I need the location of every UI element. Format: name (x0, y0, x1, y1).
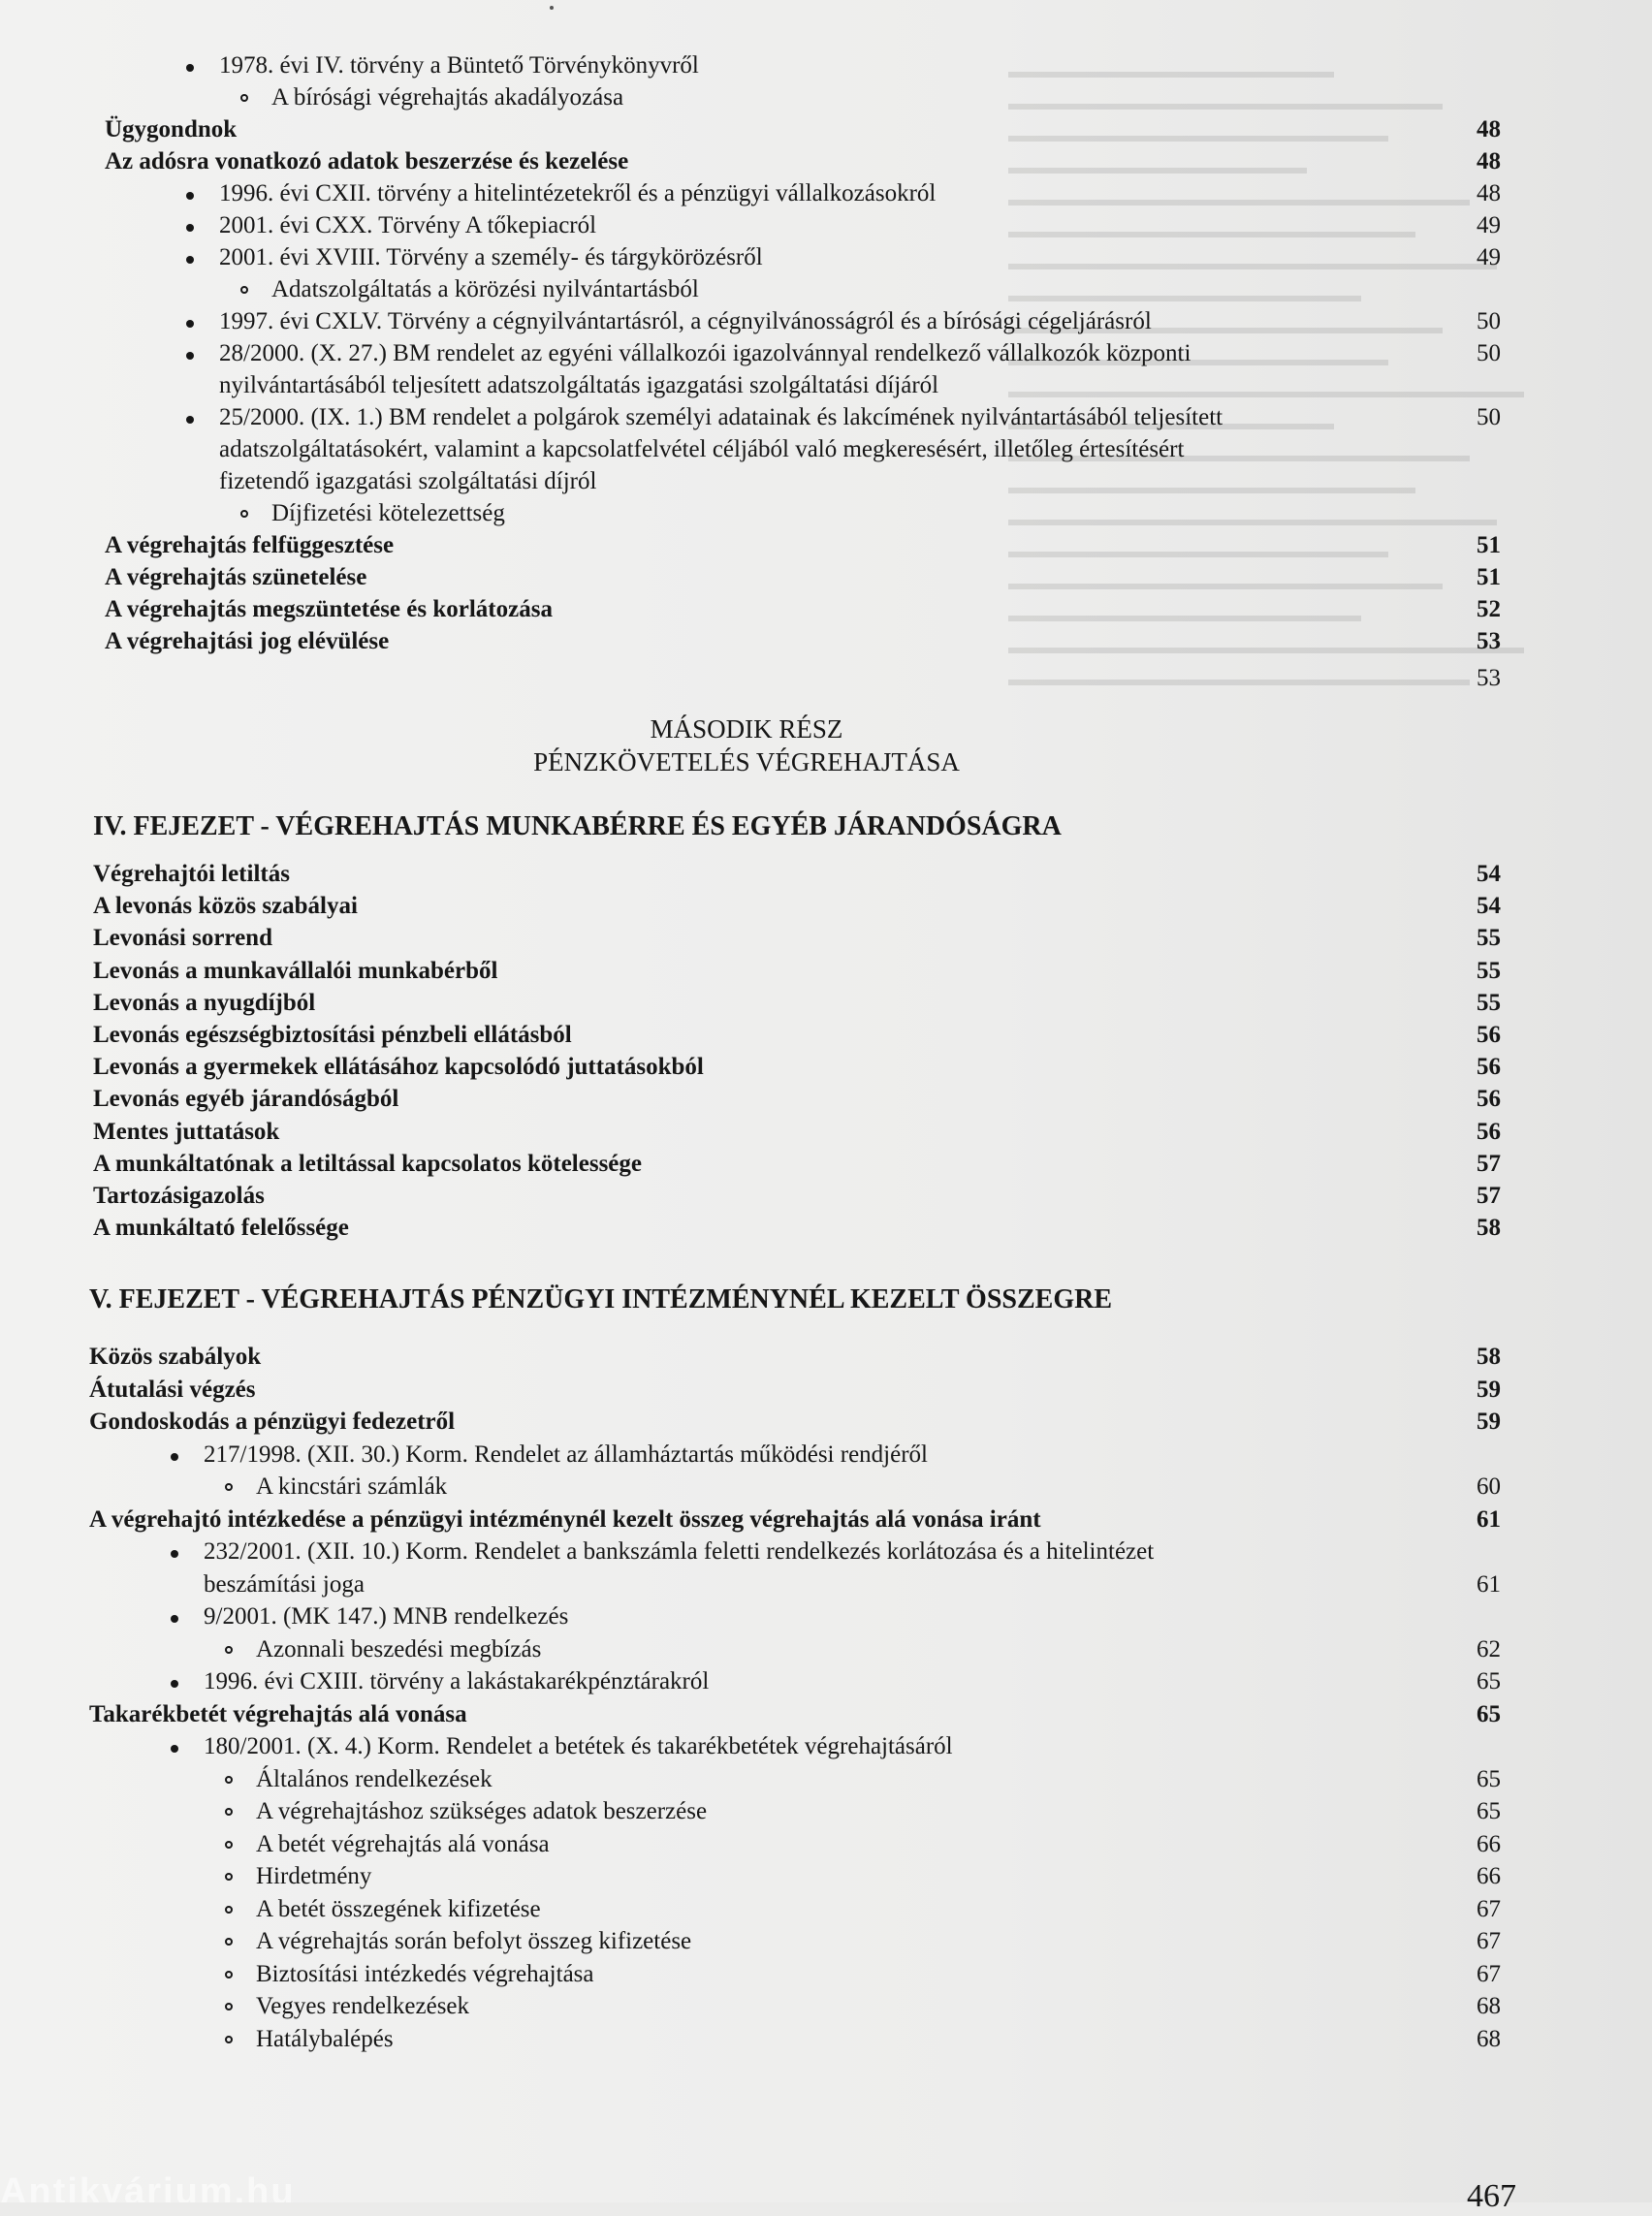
toc-entry-text: Azonnali beszedési megbízás (256, 1635, 542, 1662)
toc-page-number: 59 (1477, 1376, 1501, 1403)
toc-subitem-entry (0, 1991, 1652, 2026)
toc-subitem-entry (0, 1959, 1652, 1994)
toc-entry-text: 1996. évi CXIII. törvény a lakástakarékpénztárakról (204, 1668, 710, 1694)
toc-entry-text: A munkáltató felelőssége (93, 1215, 349, 1242)
toc-page-number: 65 (1477, 1765, 1501, 1792)
bullet-icon (171, 1680, 178, 1688)
toc-page-number: 50 (1477, 404, 1501, 430)
toc-entry-text: Általános rendelkezések (256, 1765, 492, 1792)
toc-page-number: 56 (1477, 1022, 1501, 1048)
toc-section-entry (0, 988, 1652, 1023)
toc-entry-text: 180/2001. (X. 4.) Korm. Rendelet a betétek és takarékbetétek végrehajtásáról (204, 1733, 953, 1759)
bullet-icon (186, 416, 194, 424)
toc-entry-text: Ügygondnok (105, 116, 238, 142)
toc-entry-text: Biztosítási intézkedés végrehajtása (256, 1960, 594, 1987)
toc-section-entry (0, 923, 1652, 958)
hollow-bullet-icon (225, 2036, 233, 2043)
toc-page-number: 67 (1477, 1928, 1501, 1954)
bullet-icon (186, 352, 194, 360)
toc-entry-text: A végrehajtási jog elévülése (105, 628, 390, 654)
toc-section-entry (0, 562, 1652, 597)
toc-subitem-entry (0, 274, 1652, 309)
toc-page-number: 55 (1477, 989, 1501, 1016)
toc-entry-text: Díjfizetési kötelezettség (271, 500, 505, 526)
toc-entry-text: A végrehajtó intézkedése a pénzügyi intézménynél kezelt összeg végrehajtás alá vonása iránt (89, 1505, 1041, 1533)
toc-entry-text: Levonás a munkavállalói munkabérből (93, 957, 498, 984)
chapter-five-title: V. FEJEZET - VÉGREHAJTÁS PÉNZÜGYI INTÉZMÉNYNÉL KEZELT ÖSSZEGRE (89, 1284, 1112, 1314)
toc-entry-text: fizetendő igazgatási szolgáltatási díjról (219, 468, 597, 494)
toc-entry-text: 1996. évi CXII. törvény a hitelintézetekről és a pénzügyi vállalkozásokról (219, 180, 937, 206)
toc-section-entry (0, 1375, 1652, 1409)
toc-page-number: 65 (1477, 1700, 1501, 1727)
toc-section-entry (0, 1699, 1652, 1734)
toc-page-number: 48 (1477, 116, 1501, 142)
toc-page-number: 66 (1477, 1830, 1501, 1857)
toc-entry-text: A végrehajtás megszüntetése és korlátozása (105, 596, 553, 622)
toc-entry-text: A bírósági végrehajtás akadályozása (271, 84, 624, 111)
toc-entry-continuation (0, 466, 1652, 501)
toc-section-entry (0, 530, 1652, 565)
toc-subitem-entry (0, 1634, 1652, 1669)
toc-entry-text: 2001. évi CXX. Törvény A tőkepiacról (219, 212, 597, 238)
toc-page-number: 54 (1477, 861, 1501, 887)
toc-subitem-entry (0, 1861, 1652, 1896)
toc-entry-continuation (0, 370, 1652, 405)
toc-page-number: 56 (1477, 1054, 1501, 1081)
toc-page-number: 50 (1477, 340, 1501, 366)
toc-page-number: 67 (1477, 1960, 1501, 1987)
toc-page-number: 66 (1477, 1863, 1501, 1889)
toc-subitem-entry (0, 1472, 1652, 1506)
part-heading-line2: PÉNZKÖVETELÉS VÉGREHAJTÁSA (533, 747, 960, 776)
toc-bullet-entry (0, 1536, 1652, 1571)
toc-page-number: 67 (1477, 1895, 1501, 1922)
toc-entry-text: A végrehajtás felfüggesztése (105, 532, 395, 558)
toc-entry-text: Mentes juttatások (93, 1118, 280, 1145)
toc-entry-text: 2001. évi XVIII. Törvény a személy- és tárgykörözésről (219, 244, 763, 270)
toc-entry-text: Az adósra vonatkozó adatok beszerzése és kezelése (105, 148, 629, 174)
toc-entry-text: Levonás a nyugdíjból (93, 989, 316, 1016)
toc-bullet-entry (0, 210, 1652, 245)
toc-entry-text: A munkáltatónak a letiltással kapcsolatos kötelessége (93, 1150, 643, 1177)
toc-entry-text: A betét összegének kifizetése (256, 1895, 541, 1922)
hollow-bullet-icon (225, 1776, 233, 1784)
toc-page-number: 58 (1477, 1215, 1501, 1242)
toc-page-number: 51 (1477, 564, 1501, 590)
toc-bullet-entry (0, 1731, 1652, 1766)
toc-entry-text: Végrehajtói letiltás (93, 861, 290, 887)
toc-entry-text: Hatálybalépés (256, 2025, 394, 2052)
toc-section-entry (0, 146, 1652, 181)
toc-entry-text: nyilvántartásából teljesített adatszolgáltatás igazgatási szolgáltatási díjáról (219, 372, 939, 398)
toc-entry-text: 1978. évi IV. törvény a Büntető Törvénykönyvről (219, 52, 699, 79)
hollow-bullet-icon (225, 1906, 233, 1914)
toc-subitem-entry (0, 1894, 1652, 1929)
toc-page-number: 57 (1477, 1150, 1501, 1177)
toc-page-number: 68 (1477, 1993, 1501, 2019)
toc-entry-text: 217/1998. (XII. 30.) Korm. Rendelet az államháztartás működési rendjéről (204, 1440, 928, 1468)
toc-entry-text: 232/2001. (XII. 10.) Korm. Rendelet a bankszámla feletti rendelkezés korlátozása és a hitelintézet (204, 1538, 1155, 1565)
toc-page-number: 56 (1477, 1086, 1501, 1113)
toc-entry-text: Gondoskodás a pénzügyi fedezetről (89, 1409, 456, 1435)
toc-entry-text: A végrehajtás során befolyt összeg kifizetése (256, 1928, 692, 1954)
toc-bullet-entry (0, 50, 1652, 85)
hollow-bullet-icon (225, 1646, 233, 1654)
toc-subitem-entry (0, 1829, 1652, 1864)
toc-page-number: 61 (1477, 1505, 1501, 1533)
toc-entry-text: Levonás egyéb járandóságból (93, 1086, 399, 1113)
toc-entry-continuation (0, 1569, 1652, 1604)
toc-bullet-entry (0, 1666, 1652, 1701)
page-folio: 467 (1467, 2178, 1516, 2214)
toc-section-entry (0, 859, 1652, 894)
toc-entry-text: adatszolgáltatásokért, valamint a kapcsolatfelvétel céljából való megkeresésért, illetőleg értesítésért (219, 436, 1185, 462)
toc-bullet-entry (0, 242, 1652, 277)
hollow-bullet-icon (225, 1841, 233, 1849)
toc-entry-text: Átutalási végzés (89, 1376, 256, 1403)
toc-entry-text: Levonási sorrend (93, 925, 272, 952)
toc-section-entry (0, 1407, 1652, 1441)
toc-entry-text: 1997. évi CXLV. Törvény a cégnyilvántartásról, a cégnyilvánosságról és a bírósági cégeljárásról (219, 308, 1152, 334)
toc-section-entry (0, 1149, 1652, 1184)
toc-page-number: 53 (1477, 665, 1501, 691)
toc-page-number: 58 (1477, 1344, 1501, 1370)
toc-section-entry (0, 956, 1652, 991)
toc-page-number: 52 (1477, 596, 1501, 622)
toc-entry-text: Vegyes rendelkezések (256, 1993, 470, 2019)
toc-entry-text: Hirdetmény (256, 1863, 372, 1889)
toc-entry-text: 25/2000. (IX. 1.) BM rendelet a polgárok személyi adatainak és lakcímének nyilvántartásából teljesített (219, 404, 1223, 430)
toc-entry-text: A levonás közös szabályai (93, 893, 358, 920)
bullet-icon (171, 1453, 178, 1461)
bullet-icon (186, 64, 194, 72)
toc-entry-text: Tartozásigazolás (93, 1183, 265, 1209)
toc-page-number: 61 (1477, 1570, 1501, 1598)
toc-section-entry (0, 1084, 1652, 1119)
toc-entry-text: Adatszolgáltatás a körözési nyilvántartásból (271, 276, 699, 302)
toc-bullet-entry (0, 1601, 1652, 1636)
toc-section-entry (0, 1181, 1652, 1216)
toc-bullet-entry (0, 306, 1652, 341)
toc-entry-text: A végrehajtáshoz szükséges adatok beszerzése (256, 1798, 708, 1824)
hollow-bullet-icon (225, 1873, 233, 1881)
toc-bullet-entry (0, 402, 1652, 437)
toc-entry-text: Levonás egészségbiztosítási pénzbeli ellátásból (93, 1022, 572, 1048)
bullet-icon (186, 224, 194, 232)
bullet-icon (186, 320, 194, 328)
watermark-text: Antikvárium.hu (0, 2171, 296, 2202)
toc-entry-text: beszámítási joga (204, 1570, 365, 1598)
hollow-bullet-icon (225, 1971, 233, 1979)
toc-page-number: 49 (1477, 244, 1501, 270)
toc-section-entry (0, 1020, 1652, 1055)
bullet-icon (186, 192, 194, 200)
toc-entry-text: 28/2000. (X. 27.) BM rendelet az egyéni vállalkozói igazolvánnyal rendelkező vállalkozók központi (219, 340, 1191, 366)
toc-section-entry (0, 1213, 1652, 1248)
bullet-icon (186, 256, 194, 264)
bullet-icon (171, 1550, 178, 1558)
toc-section-entry (0, 1117, 1652, 1152)
toc-entry-text: 9/2001. (MK 147.) MNB rendelkezés (204, 1603, 569, 1630)
page-mark (550, 6, 554, 10)
toc-bullet-entry (0, 178, 1652, 213)
toc-page-number: 68 (1477, 2025, 1501, 2052)
toc-page-number: 48 (1477, 180, 1501, 206)
hollow-bullet-icon (225, 1483, 233, 1491)
hollow-bullet-icon (240, 510, 248, 518)
toc-entry-text: A kincstári számlák (256, 1473, 448, 1500)
toc-page-number: 55 (1477, 957, 1501, 984)
toc-entry-text: A betét végrehajtás alá vonása (256, 1830, 550, 1857)
hollow-bullet-icon (240, 94, 248, 102)
toc-page-number: 51 (1477, 532, 1501, 558)
toc-section-entry (0, 1052, 1652, 1087)
hollow-bullet-icon (225, 1938, 233, 1946)
toc-bullet-entry (0, 1440, 1652, 1474)
chapter-four-title: IV. FEJEZET - VÉGREHAJTÁS MUNKABÉRRE ÉS EGYÉB JÁRANDÓSÁGRA (93, 811, 1062, 841)
toc-page-number: 54 (1477, 893, 1501, 920)
toc-section-entry (0, 891, 1652, 926)
toc-page-number: 65 (1477, 1668, 1501, 1694)
toc-page-number: 53 (1477, 628, 1501, 654)
toc-page-number: 60 (1477, 1473, 1501, 1500)
toc-section-entry (0, 114, 1652, 149)
toc-section-entry (0, 626, 1652, 661)
part-heading-line1: MÁSODIK RÉSZ (650, 714, 843, 744)
hollow-bullet-icon (225, 1808, 233, 1816)
toc-page-number: 55 (1477, 925, 1501, 952)
toc-entry-text: A végrehajtás szünetelése (105, 564, 367, 590)
hollow-bullet-icon (240, 286, 248, 294)
toc-subitem-entry (0, 1764, 1652, 1799)
toc-page-number: 62 (1477, 1635, 1501, 1662)
toc-page-number: 49 (1477, 212, 1501, 238)
toc-page-number: 57 (1477, 1183, 1501, 1209)
toc-section-entry (0, 1342, 1652, 1377)
toc-subitem-entry (0, 1926, 1652, 1961)
toc-page-number: 50 (1477, 308, 1501, 334)
toc-subitem-entry (0, 498, 1652, 533)
toc-subitem-entry (0, 1796, 1652, 1831)
bullet-icon (171, 1745, 178, 1753)
toc-subitem-entry (0, 82, 1652, 117)
toc-entry-text: Takarékbetét végrehajtás alá vonása (89, 1700, 467, 1727)
toc-page-number: 56 (1477, 1118, 1501, 1145)
toc-entry-text: Levonás a gyermekek ellátásához kapcsolódó juttatásokból (93, 1054, 704, 1081)
toc-section-entry (0, 594, 1652, 629)
bullet-icon (171, 1615, 178, 1623)
toc-bullet-entry (0, 338, 1652, 373)
hollow-bullet-icon (225, 2003, 233, 2010)
toc-section-entry (0, 1504, 1652, 1539)
toc-page-number: 48 (1477, 148, 1501, 174)
toc-entry-text: Közös szabályok (89, 1344, 262, 1370)
toc-page-number: 65 (1477, 1798, 1501, 1824)
toc-page-number: 59 (1477, 1409, 1501, 1435)
toc-subitem-entry (0, 2024, 1652, 2059)
toc-entry-continuation (0, 434, 1652, 469)
